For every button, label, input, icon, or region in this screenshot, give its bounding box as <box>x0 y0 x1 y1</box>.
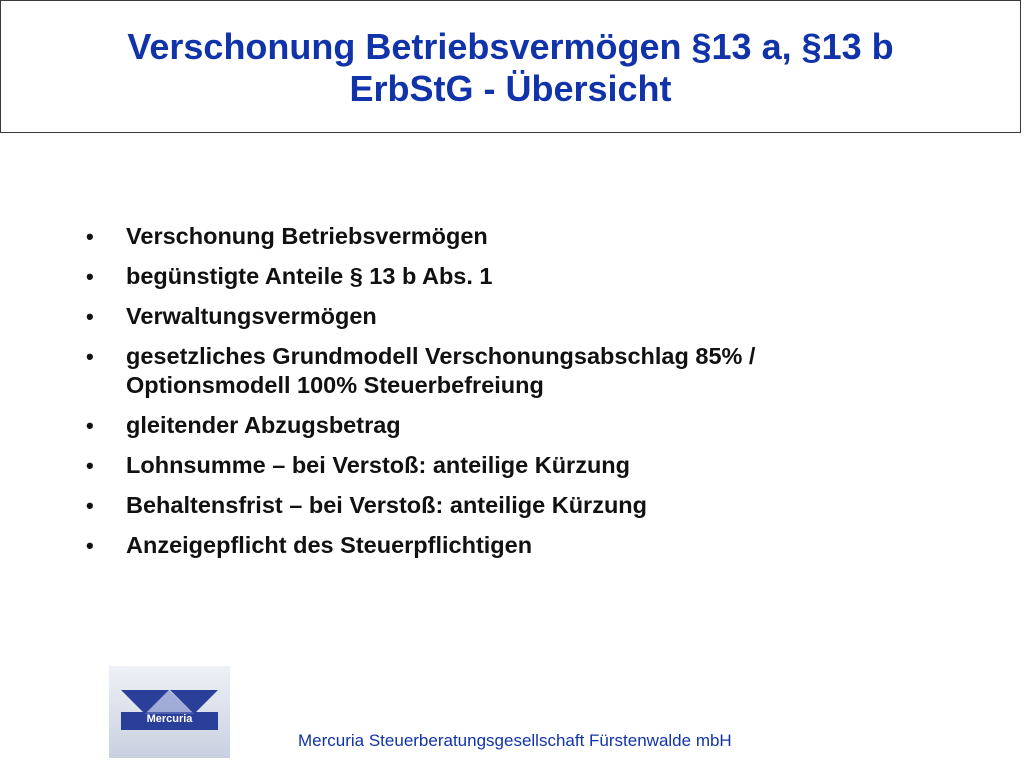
logo-text: Mercuria <box>146 713 193 725</box>
bullet-text: Anzeigepflicht des Steuerpflichtigen <box>126 532 533 558</box>
bullet-item <box>86 491 986 520</box>
footer-company-name: Mercuria Steuerberatungsgesellschaft Fürstenwalde mbH <box>298 731 732 750</box>
bullet-list <box>86 222 986 571</box>
slide-title-line-1: Verschonung Betriebsvermögen §13 a, §13 b <box>127 26 894 67</box>
bullet-text: gesetzliches Grundmodell Verschonungsabschlag 85% / <box>126 343 756 369</box>
bullet-dot: • <box>86 413 94 438</box>
bullet-item <box>86 222 986 251</box>
mercuria-logo-icon <box>109 666 230 758</box>
bullet-dot: • <box>86 264 94 289</box>
slide-title-line-2: ErbStG - Übersicht <box>349 68 672 109</box>
bullet-item <box>86 302 986 331</box>
bullet-item <box>86 262 986 291</box>
bullet-text: Lohnsumme – bei Verstoß: anteilige Kürzung <box>126 452 631 478</box>
bullet-item <box>86 531 986 560</box>
bullet-text-continued: Optionsmodell 100% Steuerbefreiung <box>126 372 544 398</box>
slide-title-box <box>0 0 1021 133</box>
bullet-item <box>86 411 986 440</box>
bullet-text: Behaltensfrist – bei Verstoß: anteilige Kürzung <box>126 492 648 518</box>
bullet-dot: • <box>86 493 94 518</box>
company-logo <box>109 666 230 758</box>
bullet-item <box>86 342 986 400</box>
bullet-item <box>86 451 986 480</box>
bullet-dot: • <box>86 344 94 369</box>
bullet-text: Verschonung Betriebsvermögen <box>126 223 488 249</box>
bullet-dot: • <box>86 224 94 249</box>
bullet-text: begünstigte Anteile § 13 b Abs. 1 <box>126 263 493 289</box>
bullet-dot: • <box>86 304 94 329</box>
bullet-dot: • <box>86 453 94 478</box>
bullet-dot: • <box>86 533 94 558</box>
bullet-text: Verwaltungsvermögen <box>126 303 377 329</box>
bullet-text: gleitender Abzugsbetrag <box>126 412 401 438</box>
